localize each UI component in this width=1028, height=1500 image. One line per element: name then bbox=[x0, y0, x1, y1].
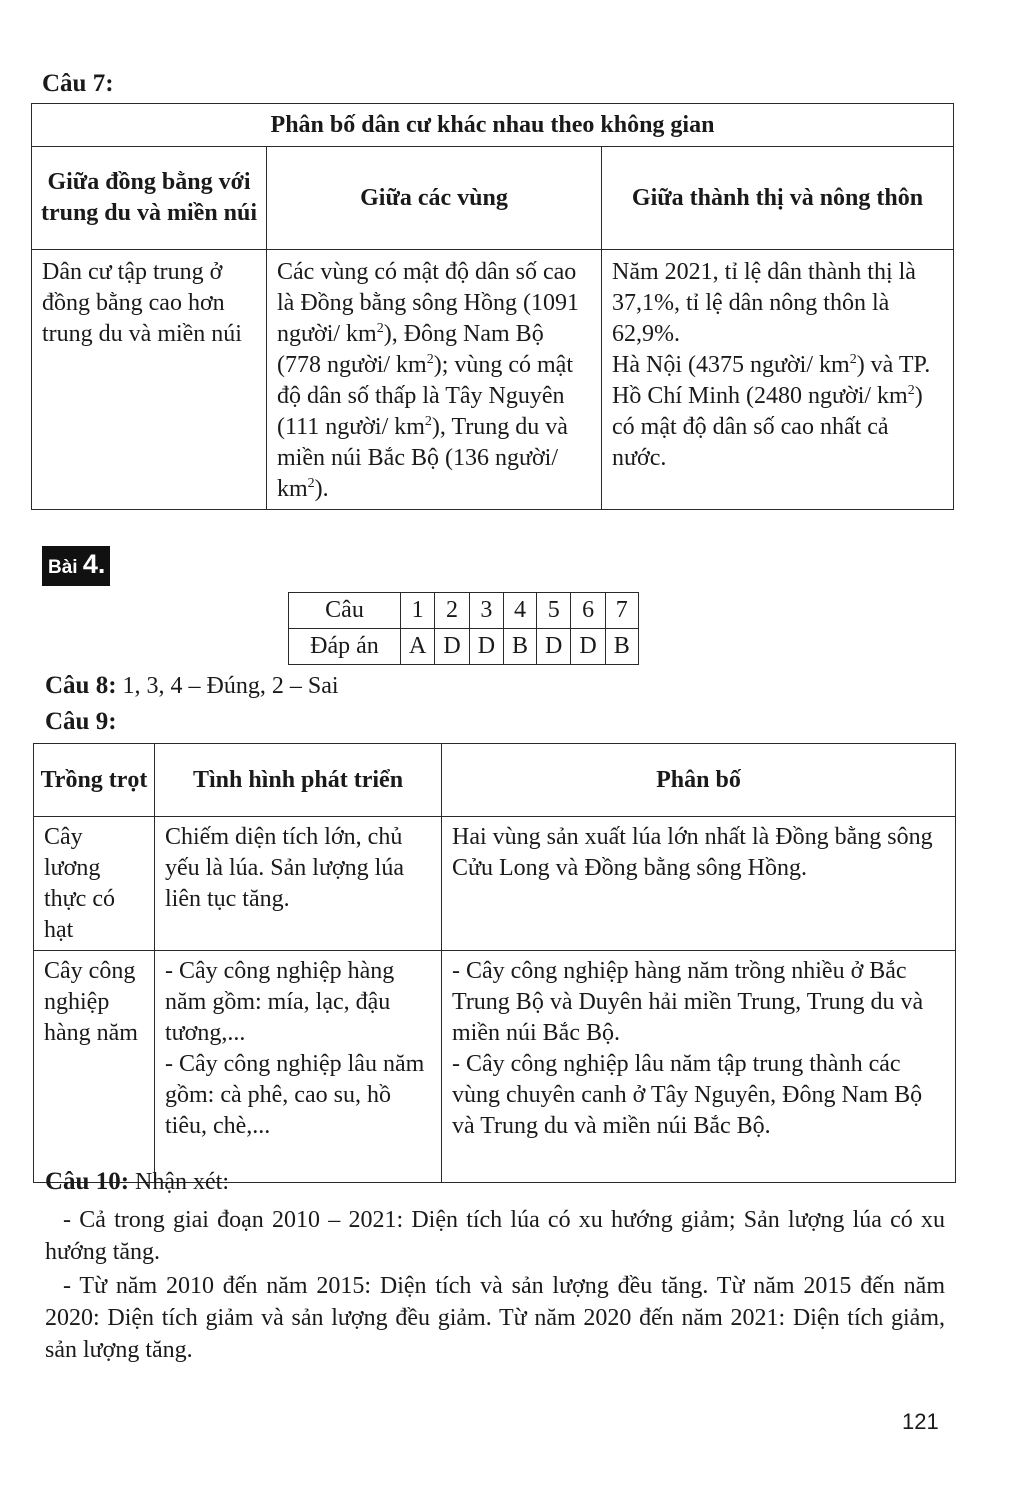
cau9-label: Câu 9: bbox=[45, 708, 117, 735]
answer-letter: D bbox=[435, 629, 469, 665]
answer-letter: D bbox=[469, 629, 503, 665]
cau8-answer: Câu 8: 1, 3, 4 – Đúng, 2 – Sai bbox=[45, 672, 339, 699]
question-number: 4 bbox=[504, 593, 537, 629]
crop-type: Cây lương thực có hạt bbox=[34, 817, 155, 951]
cau7-label: Câu 7: bbox=[42, 70, 114, 97]
paragraph: - Từ năm 2010 đến năm 2015: Diện tích và sản lượng đều tăng. Từ năm 2015 đến năm 2020: Diện tích giảm và sản lượng đều giảm. Từ năm 2020 đến năm 2021: Diện tích giảm, sản lượng tăng. bbox=[45, 1273, 945, 1363]
row-label: Câu bbox=[289, 593, 401, 629]
column-header: Trồng trọt bbox=[34, 744, 155, 817]
column-header: Tình hình phát triển bbox=[155, 744, 442, 817]
column-header: Phân bố bbox=[442, 744, 956, 817]
distribution-cell: Hai vùng sản xuất lúa lớn nhất là Đồng bằng sông Cửu Long và Đồng bằng sông Hồng. bbox=[442, 817, 956, 951]
page-number: 121 bbox=[902, 1409, 939, 1434]
paragraph: - Cả trong giai đoạn 2010 – 2021: Diện tích lúa có xu hướng giảm; Sản lượng lúa có xu hướng tăng. bbox=[45, 1207, 945, 1265]
table-row bbox=[34, 817, 956, 951]
cau10-heading: Câu 10: Nhận xét: bbox=[45, 1168, 230, 1195]
distribution-cell: - Cây công nghiệp hàng năm trồng nhiều ở Bắc Trung Bộ và Duyên hải miền Trung, Trung du và miền núi Bắc Bộ. - Cây công nghiệp lâu năm tập trung thành các vùng chuyên canh ở Tây Nguyên, Đông Nam Bộ và Trung du và miền núi Bắc Bộ. bbox=[442, 951, 956, 1183]
answer-letter: D bbox=[571, 629, 605, 665]
development-cell: - Cây công nghiệp hàng năm gồm: mía, lạc, đậu tương,... - Cây công nghiệp lâu năm gồm: cà phê, cao su, hồ tiêu, chè,... bbox=[155, 951, 442, 1183]
table-cell-plain-vs-mountain: Dân cư tập trung ở đồng bằng cao hơn trung du và miền núi bbox=[32, 250, 267, 510]
question-number: 5 bbox=[537, 593, 571, 629]
row-label: Đáp án bbox=[289, 629, 401, 665]
table-cell-urban-vs-rural: Năm 2021, tỉ lệ dân thành thị là 37,1%, tỉ lệ dân nông thôn là 62,9%. Hà Nội (4375 người/ $km^2$) và TP. Hồ Chí Minh (2480 người/ $km^2$) có mật độ dân số cao nhất cả nước. bbox=[602, 250, 954, 510]
crop-farming-table bbox=[33, 743, 956, 1183]
crop-type: Cây công nghiệp hàng năm bbox=[34, 951, 155, 1183]
answer-letter: D bbox=[537, 629, 571, 665]
question-number: 3 bbox=[469, 593, 503, 629]
column-header: Giữa các vùng bbox=[267, 147, 602, 250]
answer-letter: B bbox=[504, 629, 537, 665]
question-number: 7 bbox=[605, 593, 638, 629]
table-cell-between-regions: Các vùng có mật độ dân số cao là Đồng bằng sông Hồng (1091 người/ $km^2$), Đông Nam Bộ (778 người/ $km^2$); vùng có mật độ dân số thấp là Tây Nguyên (111 người/ $km^2$), Trung du và miền núi Bắc Bộ (136 người/ $km^2$). bbox=[267, 250, 602, 510]
cau10-body bbox=[45, 1204, 945, 1366]
column-header: Giữa thành thị và nông thôn bbox=[602, 147, 954, 250]
question-number: 1 bbox=[401, 593, 435, 629]
development-cell: Chiếm diện tích lớn, chủ yếu là lúa. Sản lượng lúa liên tục tăng. bbox=[155, 817, 442, 951]
answer-letter: A bbox=[401, 629, 435, 665]
table-row bbox=[34, 951, 956, 1183]
question-number: 2 bbox=[435, 593, 469, 629]
answer-letter: B bbox=[605, 629, 638, 665]
population-distribution-table bbox=[31, 103, 954, 510]
column-header: Giữa đồng bằng với trung du và miền núi bbox=[32, 147, 267, 250]
question-number: 6 bbox=[571, 593, 605, 629]
answer-key-table bbox=[288, 592, 639, 665]
table-title: Phân bố dân cư khác nhau theo không gian bbox=[32, 104, 954, 147]
exercise-badge: Bài 4. bbox=[42, 546, 110, 586]
